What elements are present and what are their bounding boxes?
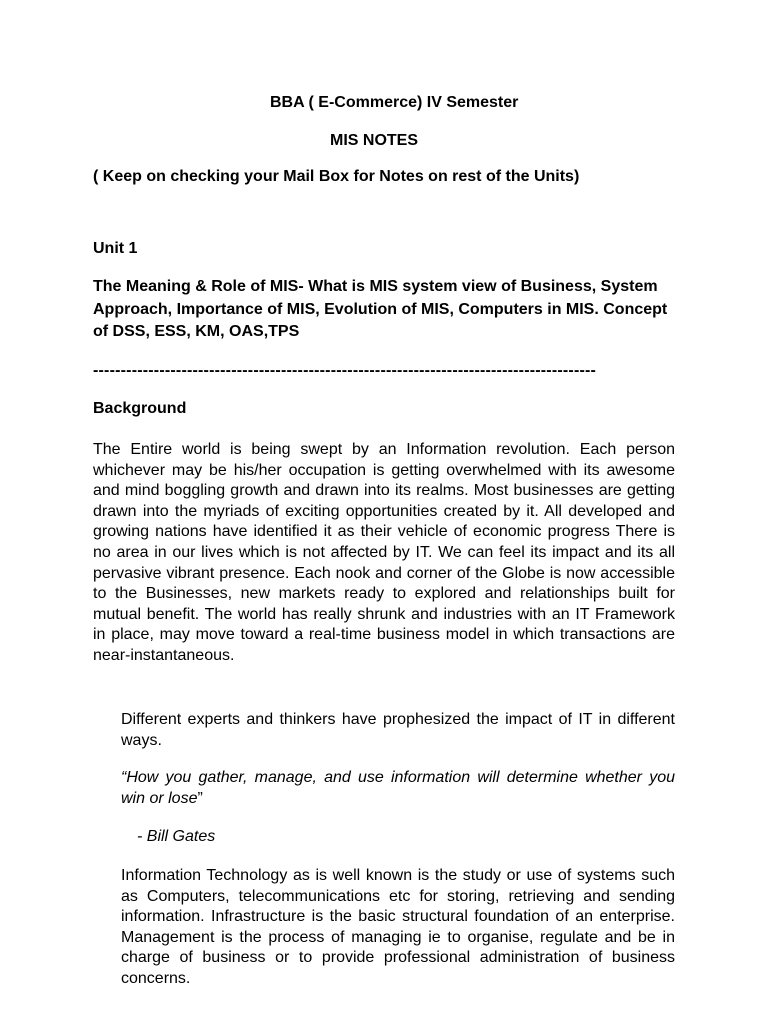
background-heading: Background <box>93 400 187 417</box>
unit-label: Unit 1 <box>93 240 138 257</box>
quote-open-mark: “ <box>121 769 127 786</box>
background-paragraph-3: Information Technology as is well known is the study or use of systems such as Computers, telecommunications etc for storing, retrieving and sending information. Infrastructure is the basic structural foundation of an enterprise. Management is the process of managing ie to organise, regulate and be in charge of business or to provide professional administration of business concerns. <box>121 867 675 987</box>
quote-close-mark: ” <box>197 789 203 807</box>
unit-topics: The Meaning & Role of MIS- What is MIS system view of Business, System Approach, Importance of MIS, Evolution of MIS, Computers in MIS. Concept of DSS, ESS, KM, OAS,TPS <box>93 278 668 340</box>
section-divider: ------------------------------------------------------------------------------------------- <box>93 362 597 379</box>
course-heading: BBA ( E-Commerce) IV Semester <box>270 94 519 111</box>
background-paragraph-2: Different experts and thinkers have prophesized the impact of IT in different ways. <box>121 711 675 749</box>
mailbox-notice: ( Keep on checking your Mail Box for Notes on rest of the Units) <box>93 168 580 185</box>
quote-block <box>121 768 675 809</box>
background-paragraph-1: The Entire world is being swept by an Information revolution. Each person whichever may be his/her occupation is getting overwhelmed with its awesome and mind boggling growth and drawn into its realms. Most businesses are getting drawn into the myriads of exciting opportunities created by it. All developed and growing nations have identified it as their vehicle of economic progress There is no area in our lives which is not affected by IT. We can feel its impact and its all pervasive vibrant presence. Each nook and corner of the Globe is now accessible to the Businesses, new markets ready to explored and relationships built for mutual benefit. The world has really shrunk and industries with an IT Framework in place, may move toward a real-time business model in which transactions are near-instantaneous. <box>93 441 675 664</box>
notes-title: MIS NOTES <box>330 132 419 149</box>
quote-text: How you gather, manage, and use information will determine whether you win or lose <box>121 769 675 807</box>
quote-attribution: - Bill Gates <box>137 828 216 845</box>
